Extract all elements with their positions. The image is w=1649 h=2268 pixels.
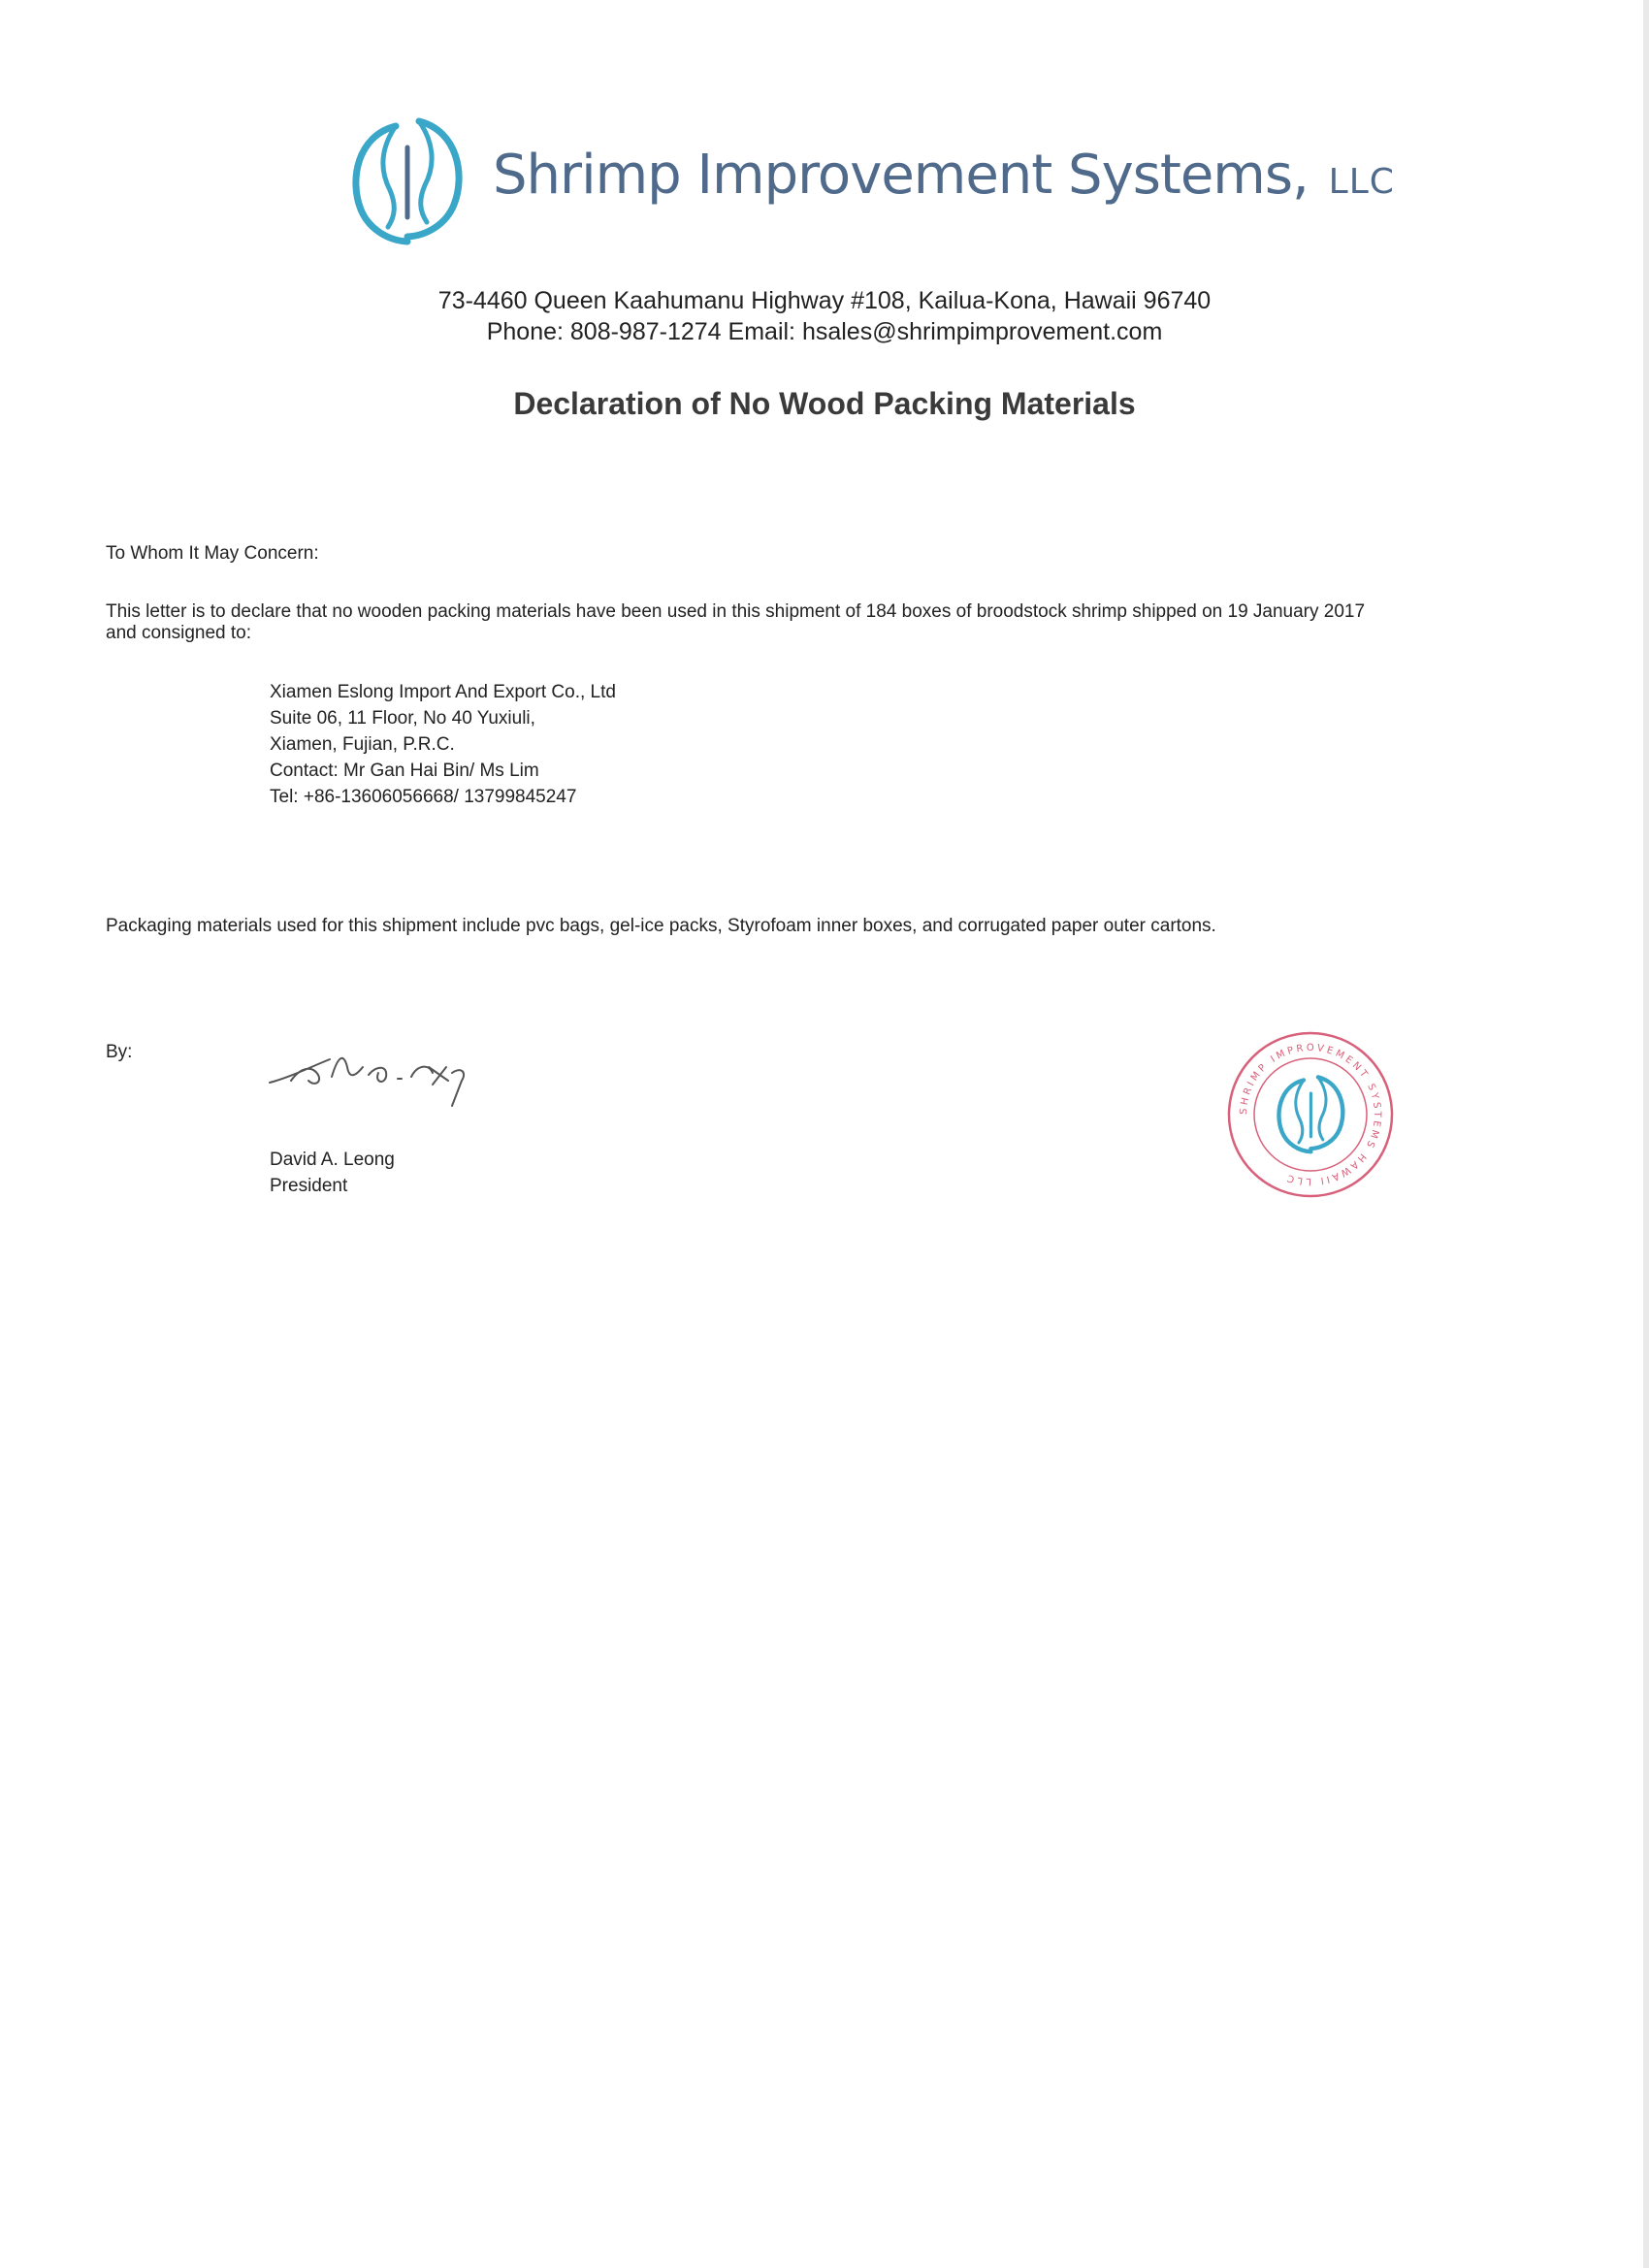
signer-details bbox=[270, 1147, 395, 1199]
consignee-line: Suite 06, 11 Floor, No 40 Yuxiuli, bbox=[270, 708, 535, 729]
company-seal-stamp-icon bbox=[1224, 1028, 1397, 1201]
signature-icon bbox=[262, 1038, 553, 1125]
packaging-statement: Packaging materials used for this shipment include pvc bags, gel-ice packs, Styrofoam inner boxes, and corrugated paper outer cartons. bbox=[106, 916, 1216, 936]
company-name bbox=[493, 144, 1395, 207]
signer-title: President bbox=[270, 1176, 348, 1196]
consignee-line: Xiamen Eslong Import And Export Co., Ltd bbox=[270, 682, 616, 702]
sis-logo-icon bbox=[340, 114, 475, 248]
body-line-1: This letter is to declare that no wooden packing materials have been used in this shipment of 184 boxes of broodstock shrimp shipped on 19 January 2017 bbox=[106, 601, 1366, 622]
consignee-line: Contact: Mr Gan Hai Bin/ Ms Lim bbox=[270, 761, 539, 781]
signer-name: David A. Leong bbox=[270, 1150, 395, 1170]
company-suffix: LLC bbox=[1328, 162, 1395, 202]
company-contact: Phone: 808-987-1274 Email: hsales@shrimpimprovement.com bbox=[486, 318, 1163, 345]
stamp-ring-text: SHRIMP IMPROVEMENT SYSTEMS HAWAII LLC bbox=[1238, 1042, 1383, 1187]
consignee-line: Xiamen, Fujian, P.R.C. bbox=[270, 734, 455, 755]
document-title: Declaration of No Wood Packing Materials bbox=[513, 386, 1136, 421]
body-line-2: and consigned to: bbox=[106, 623, 252, 643]
by-label: By: bbox=[106, 1042, 133, 1062]
company-address: 73-4460 Queen Kaahumanu Highway #108, Kailua-Kona, Hawaii 96740 bbox=[437, 287, 1212, 314]
salutation: To Whom It May Concern: bbox=[106, 543, 319, 564]
consignee-address bbox=[270, 679, 616, 810]
consignee-line: Tel: +86-13606056668/ 13799845247 bbox=[270, 787, 577, 807]
company-name-main: Shrimp Improvement Systems, bbox=[493, 144, 1309, 207]
